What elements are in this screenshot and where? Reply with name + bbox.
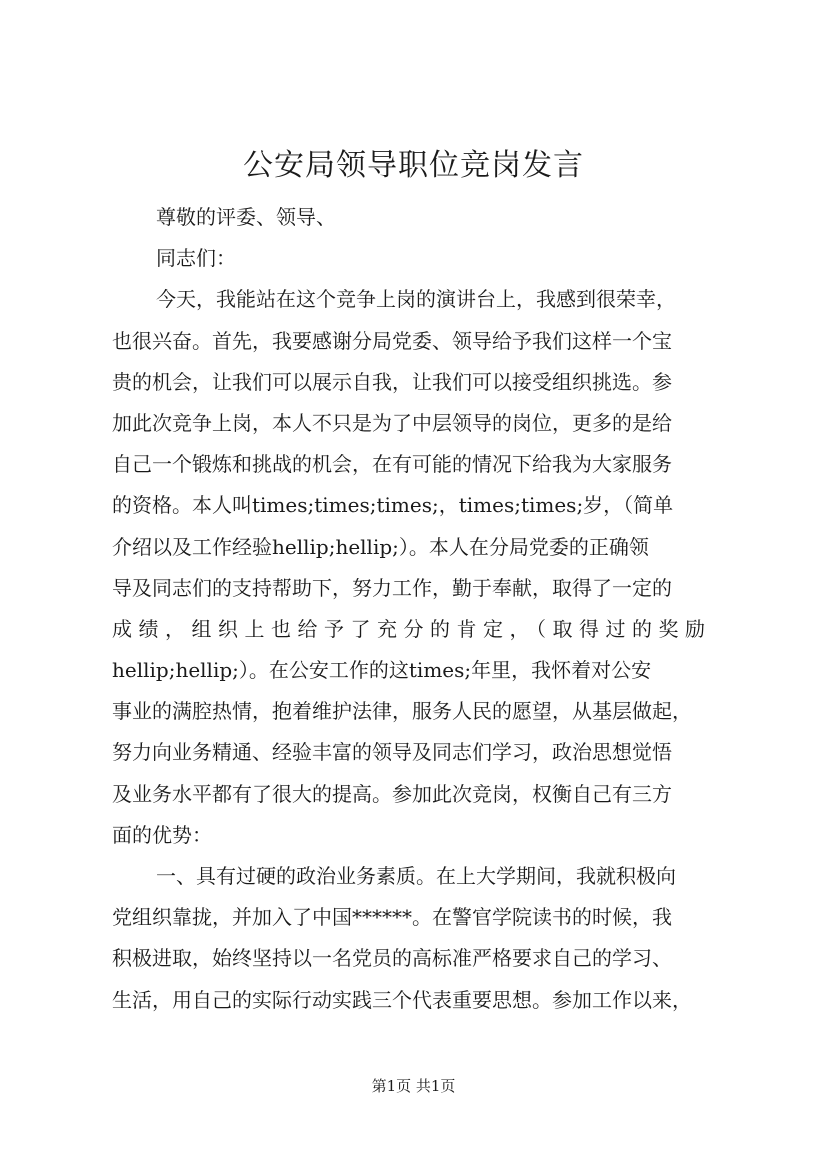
paragraph-line: 事业的满腔热情，抱着维护法律，服务人民的愿望，从基层做起， [112,699,692,724]
paragraph-line: hellip;hellip;）。在公安工作的这times;年里，我怀着对公安 [112,658,652,683]
paragraph-line: 面的优势： [112,822,212,847]
paragraph-line: 积极进取，始终坚持以一名党员的高标准严格要求自己的学习、 [112,946,672,971]
paragraph-line: 加此次竞争上岗，本人不只是为了中层领导的岗位，更多的是给 [112,410,672,435]
paragraph-line: 党组织靠拢，并加入了中国******。在警官学院读书的时候，我 [112,905,672,930]
paragraph-line: 也很兴奋。首先，我要感谢分局党委、领导给予我们这样一个宝 [112,328,672,353]
paragraph-line: 贵的机会，让我们可以展示自我，让我们可以接受组织挑选。参 [112,369,672,394]
paragraph-line: 介绍以及工作经验hellip;hellip;）。本人在分局党委的正确领 [112,534,649,559]
paragraph-line: 生活，用自己的实际行动实践三个代表重要思想。参加工作以来， [112,987,692,1012]
paragraph-line: 自己一个锻炼和挑战的机会，在有可能的情况下给我为大家服务 [112,452,672,477]
document-title: 公安局领导职位竞岗发言 [243,148,584,183]
paragraph-line: 的资格。本人叫times;times;times;，times;times;岁，（简单 [112,493,674,518]
paragraph-line: 一、具有过硬的政治业务素质。在上大学期间，我就积极向 [156,864,676,888]
paragraph-line: 努力向业务精通、经验丰富的领导及同志们学习，政治思想觉悟 [112,740,672,765]
paragraph-line: 及业务水平都有了很大的提高。参加此次竞岗，权衡自己有三方 [112,781,672,806]
salutation-line: 尊敬的评委、领导、 [156,205,336,229]
page-footer: 第1页 共1页 [371,1077,456,1095]
paragraph-line: 导及同志们的支持帮助下，努力工作，勤于奉献，取得了一定的 [112,575,672,600]
paragraph-line: 成绩，组织上也给予了充分的肯定，（取得过的奖励 [112,616,712,641]
document-body [112,197,718,1021]
paragraph-line: 今天，我能站在这个竞争上岗的演讲台上，我感到很荣幸， [156,287,676,312]
salutation-line: 同志们： [156,246,236,271]
